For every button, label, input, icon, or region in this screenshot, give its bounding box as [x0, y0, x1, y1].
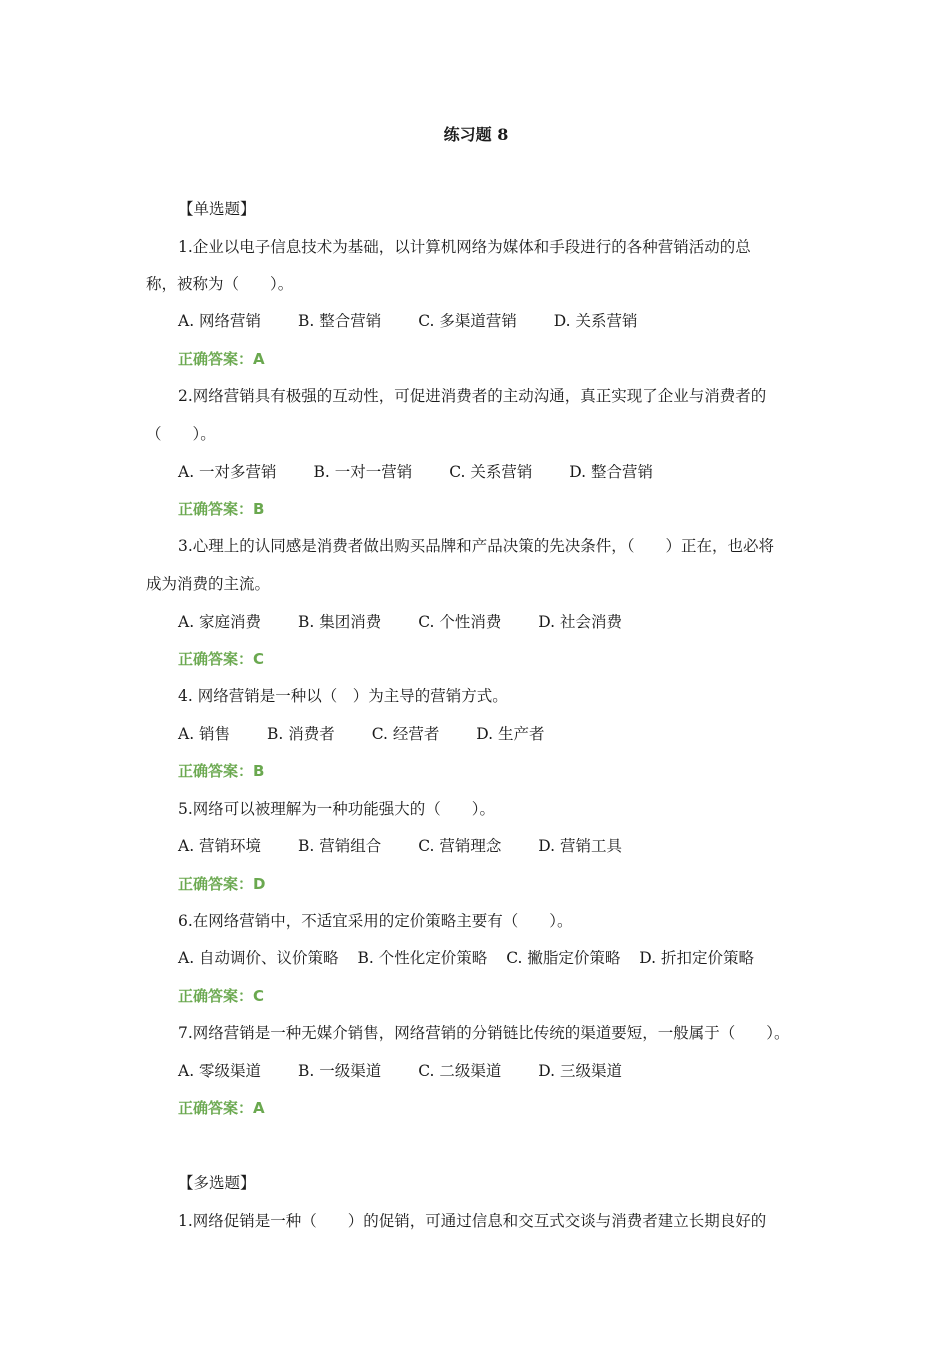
question-1-answer: 正确答案：A — [178, 350, 265, 368]
option-a: A. 网络营销 — [178, 312, 262, 330]
question-6-text: 6.在网络营销中，不适宜采用的定价策略主要有（ ）。 — [178, 912, 573, 930]
option-d: D. 整合营销 — [569, 463, 654, 481]
option-c: C. 撇脂定价策略 — [506, 949, 621, 967]
option-b: B. 消费者 — [267, 725, 335, 743]
option-a: A. 零级渠道 — [178, 1062, 262, 1080]
question-2-text: 2.网络营销具有极强的互动性，可促进消费者的主动沟通，真正实现了企业与消费者的 — [178, 387, 767, 405]
question-3-answer: 正确答案：C — [178, 650, 265, 668]
question-4-answer: 正确答案：B — [178, 762, 265, 780]
question-3-text: 3.心理上的认同感是消费者做出购买品牌和产品决策的先决条件，（ ）正在，也必将 — [178, 537, 775, 555]
option-a: A. 一对多营销 — [178, 463, 277, 481]
option-c: C. 关系营销 — [449, 463, 533, 481]
section-heading-multi: 【多选题】 — [178, 1174, 256, 1192]
question-7-answer: 正确答案：A — [178, 1099, 265, 1117]
option-d: D. 折扣定价策略 — [639, 949, 755, 967]
question-1-text-cont: 称，被称为（ ）。 — [146, 275, 294, 293]
question-5-text: 5.网络可以被理解为一种功能强大的（ ）。 — [178, 800, 496, 818]
option-a: A. 家庭消费 — [178, 613, 262, 631]
option-d: D. 社会消费 — [538, 613, 623, 631]
question-5-options — [178, 835, 622, 857]
option-b: B. 营销组合 — [298, 837, 382, 855]
question-4-options — [178, 723, 545, 745]
question-5-answer: 正确答案：D — [178, 875, 266, 893]
option-d: D. 营销工具 — [538, 837, 623, 855]
option-a: A. 自动调价、议价策略 — [178, 949, 339, 967]
option-b: B. 一对一营销 — [313, 463, 413, 481]
option-d: D. 生产者 — [476, 725, 545, 743]
question-6-options — [178, 947, 754, 969]
option-c: C. 个性消费 — [418, 613, 502, 631]
question-2-answer: 正确答案：B — [178, 500, 265, 518]
question-2-options — [178, 461, 653, 483]
option-b: B. 集团消费 — [298, 613, 382, 631]
question-3-options — [178, 611, 622, 633]
question-6-answer: 正确答案：C — [178, 987, 265, 1005]
option-a: A. 营销环境 — [178, 837, 262, 855]
multi-question-1-text: 1.网络促销是一种（ ）的促销，可通过信息和交互式交谈与消费者建立长期良好的 — [178, 1212, 767, 1230]
option-c: C. 二级渠道 — [418, 1062, 502, 1080]
question-3-text-cont: 成为消费的主流。 — [146, 575, 271, 593]
option-c: C. 营销理念 — [418, 837, 502, 855]
section-heading-single: 【单选题】 — [178, 200, 256, 218]
option-b: B. 一级渠道 — [298, 1062, 382, 1080]
question-7-options — [178, 1060, 622, 1082]
question-1-text: 1.企业以电子信息技术为基础，以计算机网络为媒体和手段进行的各种营销活动的总 — [178, 238, 751, 256]
option-d: D. 三级渠道 — [538, 1062, 623, 1080]
question-7-text: 7.网络营销是一种无媒介销售，网络营销的分销链比传统的渠道要短，一般属于（ ）。 — [178, 1024, 790, 1042]
option-c: C. 经营者 — [371, 725, 440, 743]
option-d: D. 关系营销 — [553, 312, 638, 330]
option-c: C. 多渠道营销 — [418, 312, 517, 330]
option-b: B. 个性化定价策略 — [357, 949, 488, 967]
option-a: A. 销售 — [178, 725, 231, 743]
option-b: B. 整合营销 — [298, 312, 382, 330]
page-title: 练习题 8 — [443, 125, 509, 144]
question-1-options — [178, 310, 638, 332]
question-4-text: 4. 网络营销是一种以（ ）为主导的营销方式。 — [178, 687, 508, 705]
question-2-text-cont: （ ）。 — [146, 425, 216, 443]
